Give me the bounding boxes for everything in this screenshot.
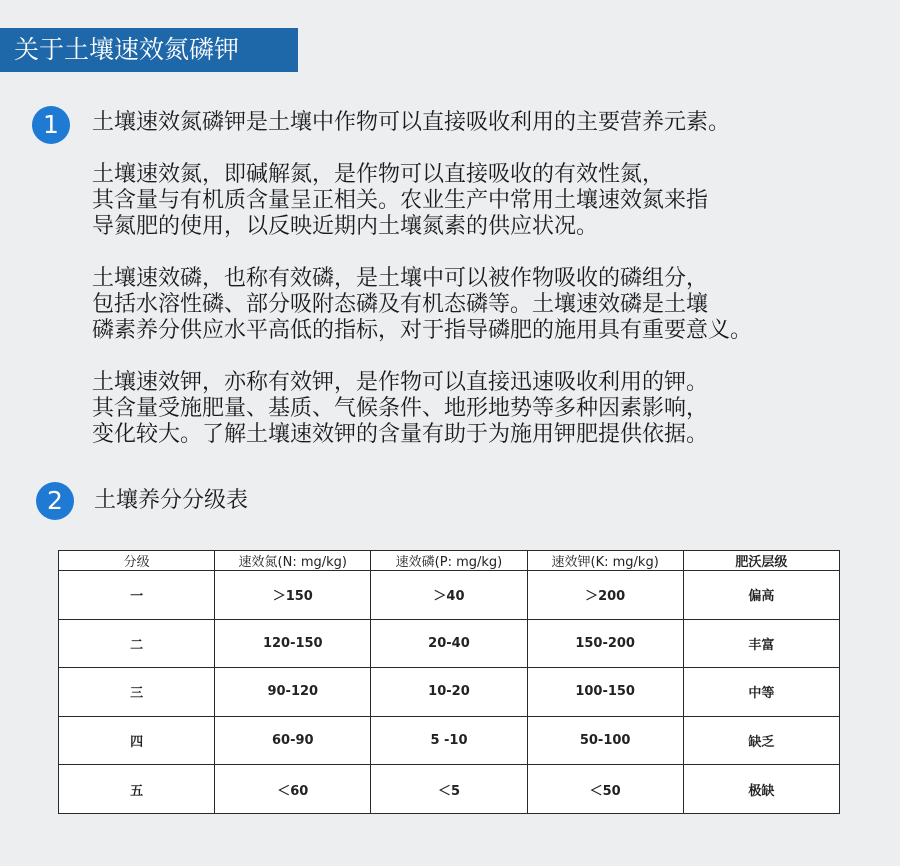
table-cell: 60-90 bbox=[215, 716, 371, 765]
table-row bbox=[59, 668, 840, 717]
section-number-badge: 2 bbox=[36, 482, 74, 520]
table-cell: 10-20 bbox=[371, 668, 527, 717]
table-cell: 120-150 bbox=[215, 619, 371, 668]
table-cell: 150-200 bbox=[527, 619, 683, 668]
table-cell: 二 bbox=[59, 619, 215, 668]
table-row bbox=[59, 765, 840, 814]
table-row bbox=[59, 716, 840, 765]
table-cell: 四 bbox=[59, 716, 215, 765]
table-cell: 极缺 bbox=[683, 765, 839, 814]
table-cell: 100-150 bbox=[527, 668, 683, 717]
paragraph-line: 土壤速效钾，亦称有效钾，是作物可以直接迅速吸收利用的钾。 bbox=[92, 370, 709, 395]
paragraph-potassium bbox=[92, 370, 708, 448]
paragraph-phosphorus bbox=[92, 266, 752, 344]
table-row bbox=[59, 571, 840, 620]
table-cell: 50-100 bbox=[527, 716, 683, 765]
column-header: 速效磷(P: mg/kg) bbox=[371, 551, 527, 571]
paragraph-line: 其含量受施肥量、基质、气候条件、地形地势等多种因素影响， bbox=[92, 396, 709, 421]
column-header: 速效氮(N: mg/kg) bbox=[215, 551, 371, 571]
paragraph-line: 其含量与有机质含量呈正相关。农业生产中常用土壤速效氮来指 bbox=[92, 188, 709, 213]
table-cell: ＞150 bbox=[215, 571, 371, 620]
paragraph-intro bbox=[92, 110, 730, 136]
table-cell: 中等 bbox=[683, 668, 839, 717]
table-cell: 偏高 bbox=[683, 571, 839, 620]
paragraph-nitrogen bbox=[92, 162, 708, 240]
paragraph-line: 包括水溶性磷、部分吸附态磷及有机态磷等。土壤速效磷是土壤 bbox=[92, 292, 709, 317]
table-cell: ＜60 bbox=[215, 765, 371, 814]
table-cell: 丰富 bbox=[683, 619, 839, 668]
table-cell: 90-120 bbox=[215, 668, 371, 717]
table-cell: 一 bbox=[59, 571, 215, 620]
table-cell: ＜5 bbox=[371, 765, 527, 814]
table-cell: 三 bbox=[59, 668, 215, 717]
column-header: 分级 bbox=[59, 551, 215, 571]
paragraph-line: 变化较大。了解土壤速效钾的含量有助于为施用钾肥提供依据。 bbox=[92, 422, 709, 447]
paragraph-line: 导氮肥的使用，以反映近期内土壤氮素的供应状况。 bbox=[92, 214, 599, 239]
column-header: 速效钾(K: mg/kg) bbox=[527, 551, 683, 571]
table-cell: 五 bbox=[59, 765, 215, 814]
table-cell: 20-40 bbox=[371, 619, 527, 668]
column-header: 肥沃层级 bbox=[683, 551, 839, 571]
nutrient-grade-table bbox=[58, 550, 840, 814]
paragraph-line: 土壤速效氮，即碱解氮，是作物可以直接吸收的有效性氮， bbox=[92, 162, 665, 187]
table-cell: ＞40 bbox=[371, 571, 527, 620]
section-title: 土壤养分分级表 bbox=[94, 488, 249, 513]
section-number-badge: 1 bbox=[32, 106, 70, 144]
table-cell: 缺乏 bbox=[683, 716, 839, 765]
table-cell: ＞200 bbox=[527, 571, 683, 620]
table-row bbox=[59, 619, 840, 668]
table-header-row bbox=[59, 551, 840, 571]
table-cell: 5 -10 bbox=[371, 716, 527, 765]
paragraph-line: 土壤速效氮磷钾是土壤中作物可以直接吸收利用的主要营养元素。 bbox=[92, 110, 731, 135]
table-cell: ＜50 bbox=[527, 765, 683, 814]
paragraph-line: 土壤速效磷，也称有效磷，是土壤中可以被作物吸收的磷组分， bbox=[92, 266, 709, 291]
paragraph-line: 磷素养分供应水平高低的指标，对于指导磷肥的施用具有重要意义。 bbox=[92, 318, 753, 343]
page-header: 关于土壤速效氮磷钾 bbox=[0, 28, 298, 72]
